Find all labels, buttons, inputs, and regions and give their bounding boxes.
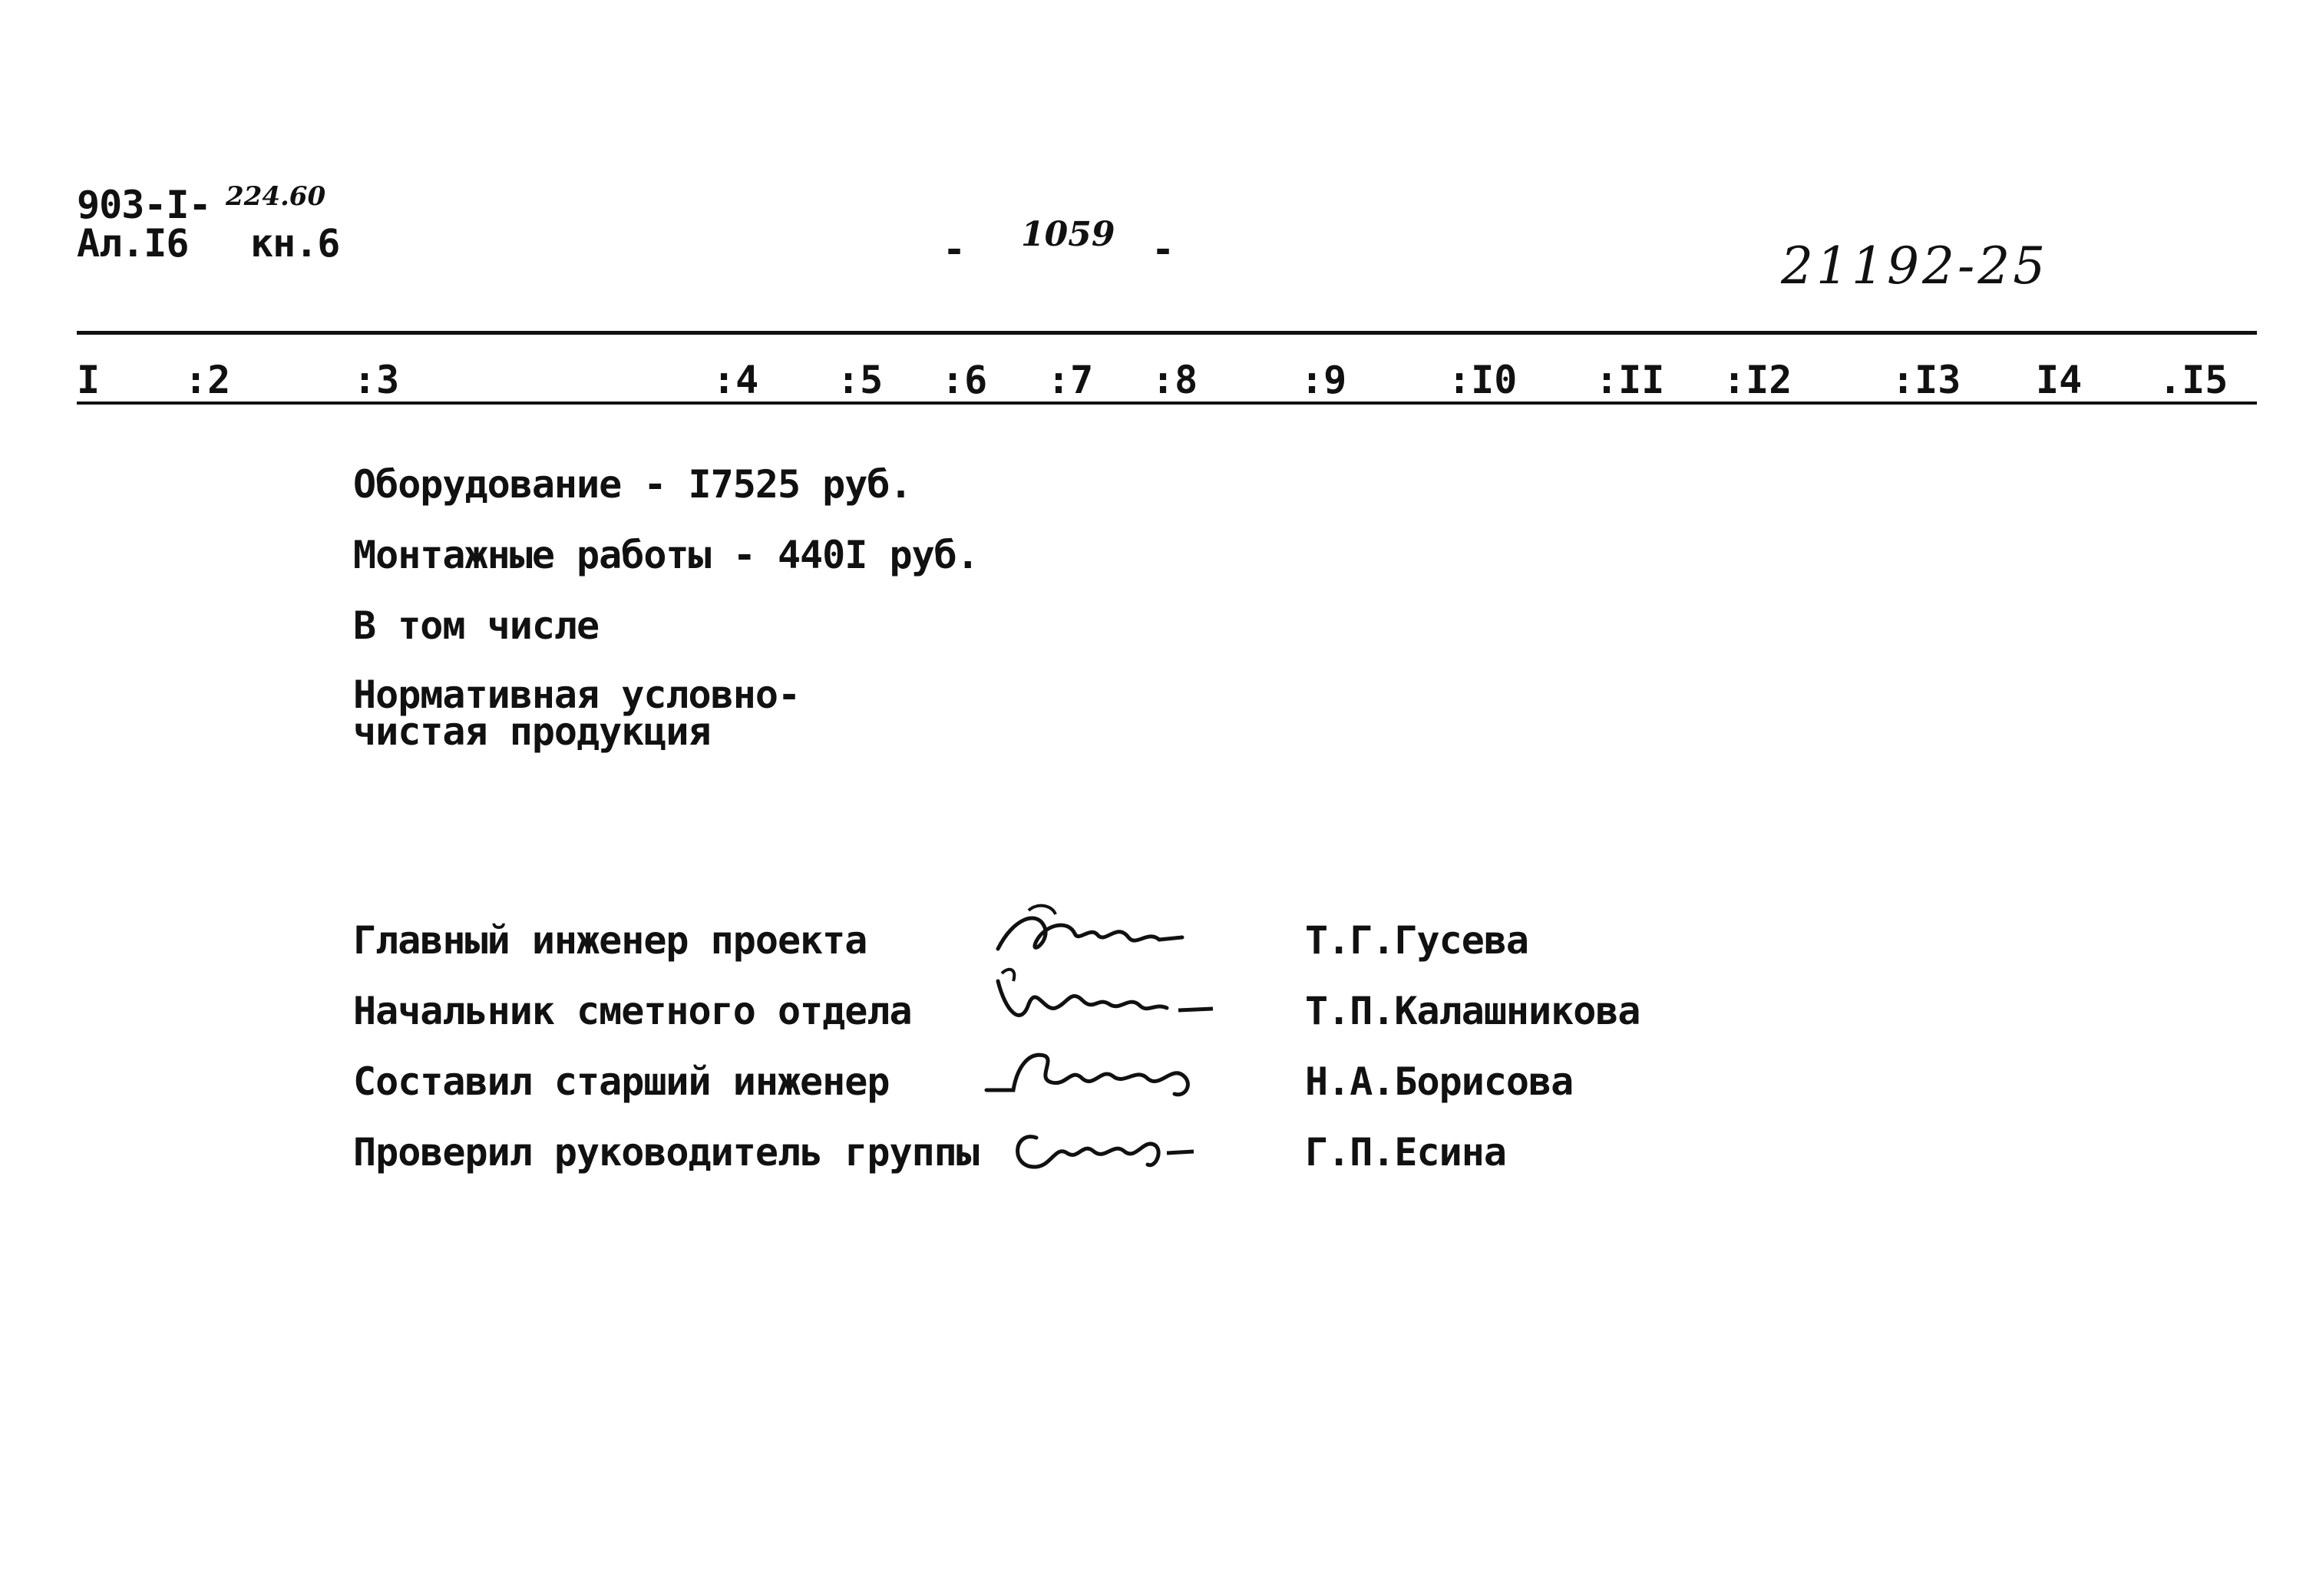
column-number: :4	[712, 358, 759, 402]
signature-row	[353, 1059, 2042, 1113]
signature-role: Начальник сметного отдела	[353, 989, 912, 1033]
signature-role: Главный инженер проекта	[353, 918, 867, 963]
signature-row	[353, 1130, 2042, 1184]
column-number: :II	[1595, 358, 1665, 402]
signature-row	[353, 989, 2042, 1043]
signatory-name: Т.П.Калашникова	[1305, 989, 1640, 1033]
normative-product-line2: чистая продукция	[353, 709, 711, 754]
column-number: :I0	[1448, 358, 1518, 402]
album-number: Ал.I6	[77, 221, 189, 266]
column-number: :3	[353, 358, 400, 402]
column-number: .I5	[2159, 358, 2228, 402]
equipment-cost: Оборудование - I7525 руб.	[353, 462, 912, 507]
signature-role: Составил старший инженер	[353, 1059, 890, 1104]
column-number: I	[77, 358, 101, 402]
column-number: :8	[1151, 358, 1198, 402]
signature-role: Проверил руководитель группы	[353, 1130, 979, 1175]
page-number: 1059	[1021, 215, 1115, 254]
signature-row	[353, 918, 2042, 972]
handwritten-signature-icon	[983, 1107, 1228, 1191]
column-number: :5	[837, 358, 884, 402]
signatory-name: Н.А.Борисова	[1305, 1059, 1574, 1104]
column-number: :2	[184, 358, 231, 402]
document-code: 903-I-	[77, 183, 211, 227]
column-number: :I2	[1723, 358, 1792, 402]
document-code-handwritten: 224.60	[226, 181, 326, 212]
book-number: кн.6	[250, 221, 340, 266]
column-number: :9	[1300, 358, 1347, 402]
signatory-name: Т.Г.Гусева	[1305, 918, 1529, 963]
column-number: :6	[941, 358, 988, 402]
inventory-number: 21192-25	[1781, 236, 2049, 296]
column-number: :I3	[1891, 358, 1961, 402]
installation-cost: Монтажные работы - 440I руб.	[353, 533, 979, 577]
column-number: :7	[1047, 358, 1094, 402]
page-dash-right: -	[1151, 227, 1175, 272]
signatory-name: Г.П.Есина	[1305, 1130, 1506, 1175]
including-label: В том числе	[353, 603, 600, 648]
column-number: I4	[2036, 358, 2083, 402]
header-top-rule	[77, 331, 2257, 335]
normative-product-line1: Нормативная условно-	[353, 672, 801, 717]
page-dash-left: -	[943, 227, 966, 272]
